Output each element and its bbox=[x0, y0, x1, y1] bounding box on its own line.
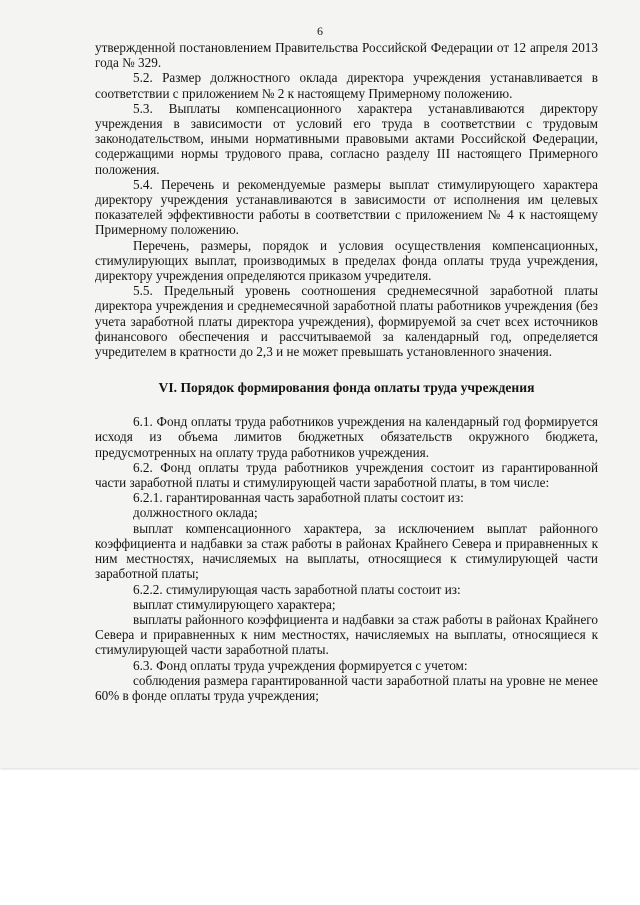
paragraph: 6.3. Фонд оплаты труда учреждения формируется с учетом: bbox=[133, 657, 468, 673]
section-heading: VI. Порядок формирования фонда оплаты труда учреждения bbox=[158, 380, 535, 396]
paragraph: должностного оклада; bbox=[133, 505, 258, 521]
paragraph: утвержденной постановлением Правительства Российской Федерации от 12 апреля 2013 года № 329. bbox=[95, 40, 598, 71]
paragraph: Перечень, размеры, порядок и условия осуществления компенсационных, стимулирующих выплат, производимых в пределах фонда оплаты труда учреждения, директору учреждения определяются приказом учредителя. bbox=[95, 237, 598, 284]
paragraph: выплат компенсационного характера, за исключением выплат районного коэффициента и надбавки за стаж работы в районах Крайнего Севера и приравненных к ним местностях, начисляемых на выплаты, относящиеся к стимулирующей части заработной платы; bbox=[95, 520, 598, 582]
page-number: 6 bbox=[317, 24, 323, 38]
paragraph: 6.1. Фонд оплаты труда работников учреждения на календарный год формируется исходя из объема лимитов бюджетных обязательств окружного бюджета, предусмотренных на оплату труда работников учреждения. bbox=[95, 414, 598, 460]
paragraph: 5.4. Перечень и рекомендуемые размеры выплат стимулирующего характера директору учреждения устанавливаются в зависимости от исполнения им целевых показателей эффективности работы в соответствии с приложением № 4 к настоящему Примерному положению. bbox=[95, 176, 598, 238]
paragraph: 6.2. Фонд оплаты труда работников учреждения состоит из гарантированной части заработной платы и стимулирующей части заработной платы, в том числе: bbox=[95, 459, 598, 491]
paragraph: 6.2.1. гарантированная часть заработной платы состоит из: bbox=[133, 490, 464, 506]
paragraph: выплаты районного коэффициента и надбавки за стаж работы в районах Крайнего Севера и приравненных к ним местностях, начисляемых на выплаты, относящиеся к стимулирующей части заработной платы. bbox=[95, 611, 598, 658]
blank-area bbox=[0, 768, 640, 905]
paragraph: 5.3. Выплаты компенсационного характера устанавливаются директору учреждения в зависимости от условий его труда в соответствии с трудовым законодательством, иными нормативными правовыми актами Российской Федерации, содержащими нормы трудового права, согласно разделу III настоящего Примерного положения. bbox=[95, 100, 598, 177]
paragraph: 5.5. Предельный уровень соотношения среднемесячной заработной платы директора учреждения и среднемесячной заработной платы работников учреждения (без учета заработной платы директора учреждения), формируемой за счет всех источников финансового обеспечения и рассчитываемой за календарный год, определяется учредителем в кратности до 2,3 и не может превышать установленного значения. bbox=[95, 283, 598, 360]
paragraph: соблюдения размера гарантированной части заработной платы на уровне не менее 60% в фонде оплаты труда учреждения; bbox=[95, 672, 598, 703]
paragraph: выплат стимулирующего характера; bbox=[133, 596, 336, 612]
paragraph: 5.2. Размер должностного оклада директора учреждения устанавливается в соответствии с приложением № 2 к настоящему Примерному положению. bbox=[95, 70, 598, 101]
paragraph: 6.2.2. стимулирующая часть заработной платы состоит из: bbox=[133, 581, 461, 597]
document-body bbox=[95, 40, 598, 703]
